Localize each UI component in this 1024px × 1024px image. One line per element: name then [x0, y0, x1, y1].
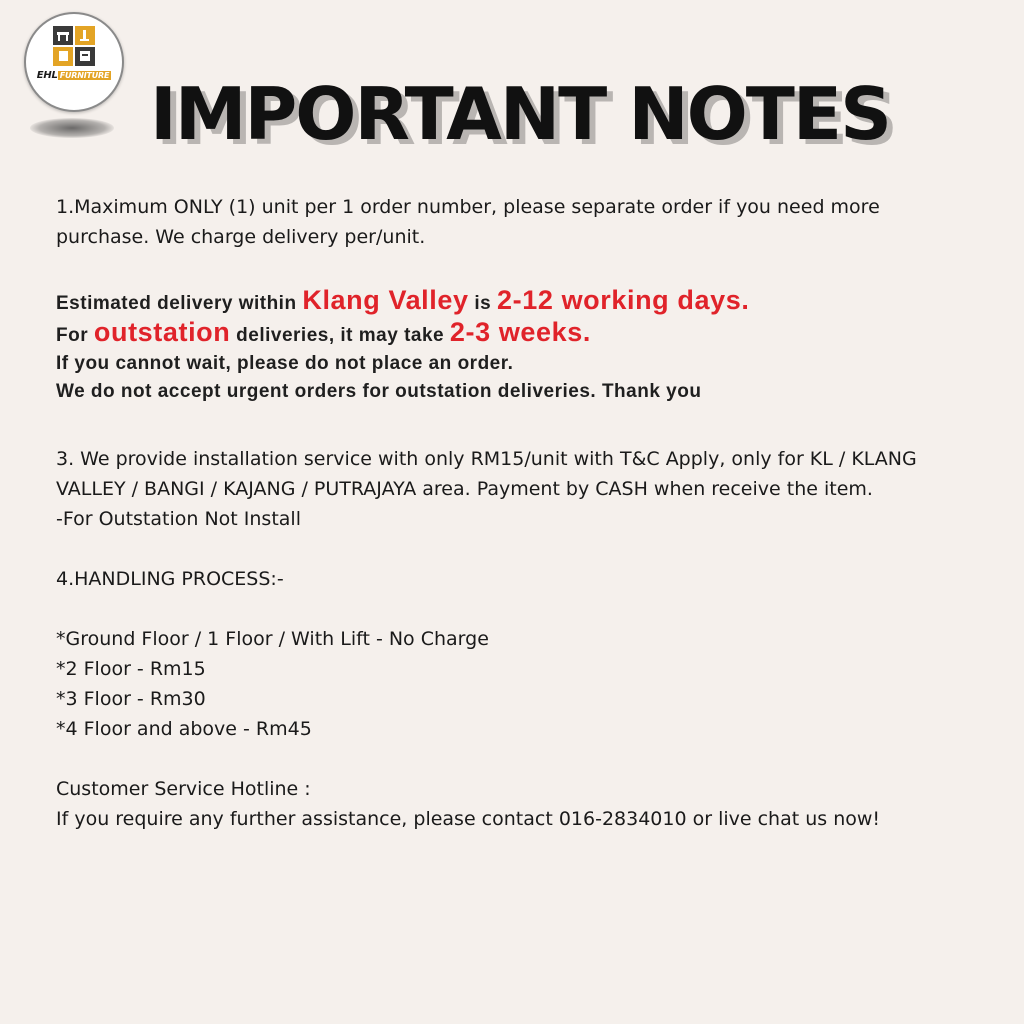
handling-item: *3 Floor - Rm30 [56, 688, 206, 710]
brand-logo [24, 12, 124, 138]
delivery-text-b: is [468, 293, 498, 314]
delivery-line-klang [56, 286, 986, 318]
furniture-icon [53, 26, 95, 66]
logo-suffix: FURNITURE [59, 71, 110, 80]
delivery-text-a: Estimated delivery within [56, 293, 303, 314]
delivery-line-outstation [56, 318, 986, 350]
delivery-text-d: deliveries, it may take [230, 325, 450, 346]
logo-wordmark [26, 70, 122, 81]
outstation-highlight: outstation [93, 317, 231, 347]
logo-shadow [30, 118, 114, 138]
note3-line2: VALLEY / BANGI / KAJANG / PUTRAJAYA area. Payment by CASH when receive the item. [56, 478, 873, 500]
delivery-text-c: For [56, 325, 94, 346]
logo-disc [24, 12, 124, 112]
delivery-line-urgent: We do not accept urgent orders for outstation deliveries. Thank you [56, 381, 702, 402]
note3-line1: 3. We provide installation service with only RM15/unit with T&C Apply, only for KL / KLANG [56, 448, 917, 470]
logo-brand: EHL [36, 70, 58, 81]
hotline-text: If you require any further assistance, please contact 016-2834010 or live chat us now! [56, 808, 881, 830]
note3-line3: -For Outstation Not Install [56, 508, 301, 530]
handling-item: *2 Floor - Rm15 [56, 658, 206, 680]
handling-heading: 4.HANDLING PROCESS:- [56, 568, 284, 590]
notes-body [56, 192, 986, 834]
delivery-line-wait: If you cannot wait, please do not place an order. [56, 353, 514, 374]
outstation-time-highlight: 2-3 weeks. [449, 317, 591, 347]
delivery-notice [56, 286, 986, 406]
klang-valley-highlight: Klang Valley [302, 285, 469, 315]
note1-line1: 1.Maximum ONLY (1) unit per 1 order number, please separate order if you need more [56, 196, 880, 218]
handling-item: *4 Floor and above - Rm45 [56, 718, 312, 740]
hotline-heading: Customer Service Hotline : [56, 778, 311, 800]
klang-valley-time-highlight: 2-12 working days. [497, 285, 750, 315]
note1-line2: purchase. We charge delivery per/unit. [56, 226, 426, 248]
handling-item: *Ground Floor / 1 Floor / With Lift - No Charge [56, 628, 489, 650]
page-title: IMPORTANT NOTES [150, 72, 890, 156]
